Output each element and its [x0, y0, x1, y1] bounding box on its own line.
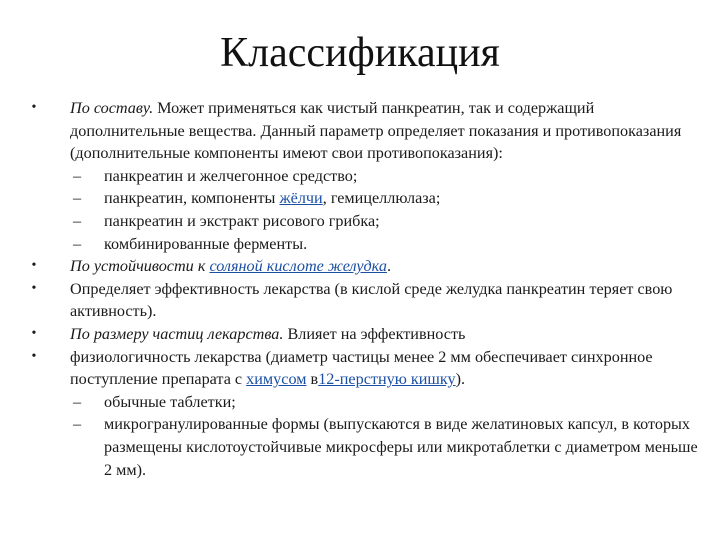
link-bile[interactable]: жёлчи: [279, 189, 323, 208]
sub-item: – панкреатин и экстракт рисового грибка;: [70, 210, 698, 233]
sub-item: – обычные таблетки;: [70, 391, 698, 414]
link-chyme[interactable]: химусом: [246, 370, 307, 389]
dash-icon: –: [73, 166, 82, 185]
sub-item: – комбинированные ферменты.: [70, 233, 698, 256]
bullet-icon: •: [31, 258, 37, 274]
bullet-lead: По размеру частиц лекарства.: [70, 324, 284, 343]
dash-icon: –: [73, 234, 82, 253]
bullet-efficacy: [28, 278, 698, 323]
bullet-icon: •: [31, 280, 37, 296]
bullet-text: Может применяться как чистый панкреатин, так и содержащий дополнительные вещества. Данный параметр определяет показания и противопоказания (дополнительные компоненты имеют свои противопоказания):: [70, 99, 682, 163]
slide-title: Классификация: [220, 30, 500, 76]
link-duodenum[interactable]: 12-перстную кишку: [318, 370, 456, 389]
bullet-lead: По устойчивости к: [70, 257, 210, 276]
sub-item: – панкреатин, компоненты жёлчи, гемицеллюлаза;: [70, 187, 698, 210]
bullet-particle-size: [28, 323, 698, 346]
sub-list: [70, 391, 698, 481]
bullet-icon: •: [31, 100, 37, 115]
bullet-text: Определяет эффективность лекарства (в кислой среде желудка панкреатин теряет свою активность).: [70, 279, 673, 321]
bullet-acid-resistance: • По устойчивости к соляной кислоте желудка.: [28, 255, 698, 278]
bullet-list: [28, 97, 698, 481]
dash-icon: –: [73, 189, 82, 208]
bullet-icon: •: [31, 348, 37, 364]
bullet-physiology: • физиологичность лекарства (диаметр частицы менее 2 мм обеспечивает синхронное поступление препарата с химусом в12-перстную кишку). – обычные таблетки; – микрогранулированные формы (выпускаются в виде желатиновых капсул, в которых размещены кислотоустойчивые микросферы или микротаблетки с диаметром меньше 2 мм).: [28, 346, 698, 482]
dash-icon: –: [73, 415, 82, 434]
sub-item: – микрогранулированные формы (выпускаются в виде желатиновых капсул, в которых размещены кислотоустойчивые микросферы или микротаблетки с диаметром меньше 2 мм).: [73, 415, 698, 479]
sub-list: [70, 165, 698, 255]
bullet-lead: По составу.: [70, 99, 154, 117]
bullet-composition: [28, 97, 698, 255]
sub-item: – панкреатин и желчегонное средство;: [70, 165, 698, 188]
link-stomach-acid[interactable]: соляной кислоте желудка: [209, 257, 387, 276]
dash-icon: –: [73, 392, 82, 411]
bullet-icon: •: [31, 325, 37, 341]
bullet-text: Влияет на эффективность: [283, 324, 466, 343]
dash-icon: –: [73, 211, 82, 230]
